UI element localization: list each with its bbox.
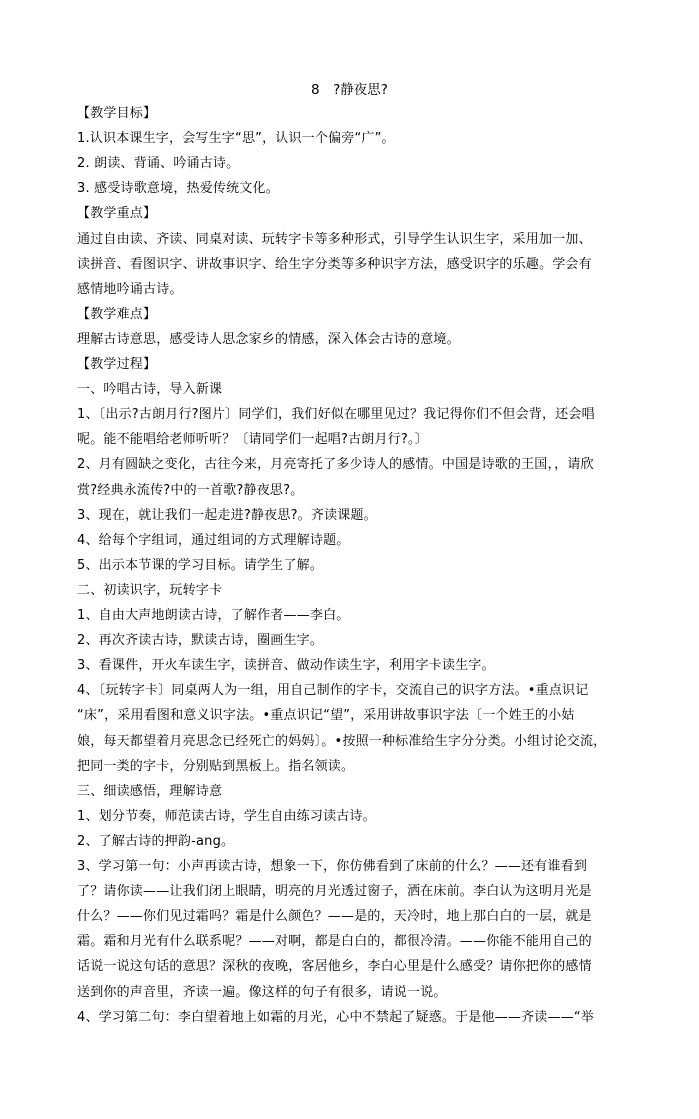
- text-line: 2、了解古诗的押韵-ang。: [77, 833, 235, 849]
- text-line: 呢。能不能唱给老师听听？〔请同学们一起唱?古朗月行?。〕: [77, 432, 428, 448]
- text-line: 霜。霜和月光有什么联系呢？——对啊，都是白白的，都很冷清。——你能不能用自己的: [77, 934, 592, 950]
- text-line: 【教学过程】: [77, 357, 157, 372]
- text-line: 话说一说这句话的意思？深秋的夜晚，客居他乡，李白心里是什么感受？请你把你的感情: [77, 959, 592, 975]
- text-line: 一、吟唱古诗，导入新课: [77, 382, 223, 398]
- text-line: 送到你的声音里，齐读一遍。像这样的句子有很多，请说一说。: [77, 984, 447, 1000]
- text-line: 4、给每个字组词，通过组词的方式理解诗题。: [77, 532, 350, 548]
- text-line: 1、〔出示?古朗月行?图片〕同学们，我们好似在哪里见过？我记得你们不但会背，还会唱: [77, 407, 595, 423]
- text-line: 娘，每天都望着月亮思念已经死亡的妈妈〕。•按照一种标准给生字分分类。小组讨论交流，: [77, 733, 607, 749]
- text-line: 4、〔玩转字卡〕同桌两人为一组，用自己制作的字卡，交流自己的识字方法。•重点识记: [77, 683, 589, 699]
- text-line: 把同一类的字卡，分别贴到黑板上。指名领读。: [77, 758, 355, 774]
- text-line: 2、月有圆缺之变化，古往今来，月亮寄托了多少诗人的感情。中国是诗歌的王国，，请欣: [77, 457, 594, 473]
- text-line: 3、现在，就让我们一起走进?静夜思?。齐读课题。: [77, 507, 377, 523]
- text-line: 2、再次齐读古诗，默读古诗，圈画生字。: [77, 633, 324, 649]
- text-line: 通过自由读、齐读、同桌对读、玩转字卡等多种形式，引导学生认识生字，采用加一加、: [77, 231, 592, 247]
- text-line: 【教学目标】: [77, 106, 157, 121]
- text-line: 5、出示本节课的学习目标。请学生了解。: [77, 557, 324, 573]
- page-title: 8 ?静夜思?: [311, 82, 388, 98]
- text-line: 【教学重点】: [77, 206, 157, 222]
- text-line: 2. 朗读、背诵、吟诵古诗。: [77, 156, 240, 172]
- text-line: 4、学习第二句：李白望着地上如霜的月光，心中不禁起了疑惑。于是他——齐读——“举: [77, 1009, 595, 1025]
- text-line: 什么？——你们见过霜吗？霜是什么颜色？——是的，天冷时，地上那白白的一层，就是: [77, 909, 592, 925]
- text-line: 【教学难点】: [77, 306, 157, 322]
- text-line: 理解古诗意思，感受诗人思念家乡的情感，深入体会古诗的意境。: [77, 331, 460, 347]
- text-line: 了？请你读——让我们闭上眼睛，明亮的月光透过窗子，洒在床前。李白认为这明月光是: [77, 884, 592, 900]
- text-line: 1.认识本课生字，会写生字“思”，认识一个偏旁“广”。: [77, 131, 395, 147]
- text-line: “床”，采用看图和意义识字法。•重点识记“望”，采用讲故事识字法〔一个姓王的小姑: [77, 708, 575, 724]
- text-line: 赏?经典永流传?中的一首歌?静夜思?。: [77, 482, 304, 498]
- text-line: 1、划分节奏，师范读古诗，学生自由练习读古诗。: [77, 808, 376, 824]
- text-line: 1、自由大声地朗读古诗，了解作者——李白。: [77, 608, 350, 623]
- text-line: 读拼音、看图识字、讲故事识字、给生字分类等多种识字方法，感受识字的乐趣。学会有: [77, 256, 592, 272]
- text-line: 3、看课件，开火车读生字，读拼音、做动作读生字，利用字卡读生字。: [77, 658, 495, 674]
- text-line: 二、初读识字，玩转字卡: [77, 582, 223, 598]
- text-line: 感情地吟诵古诗。: [77, 281, 183, 297]
- text-line: 3. 感受诗歌意境，热爱传统文化。: [77, 181, 279, 197]
- text-line: 3、学习第一句：小声再读古诗，想象一下，你仿佛看到了床前的什么？——还有谁看到: [77, 859, 588, 874]
- text-line: 三、细读感悟，理解诗意: [77, 783, 223, 799]
